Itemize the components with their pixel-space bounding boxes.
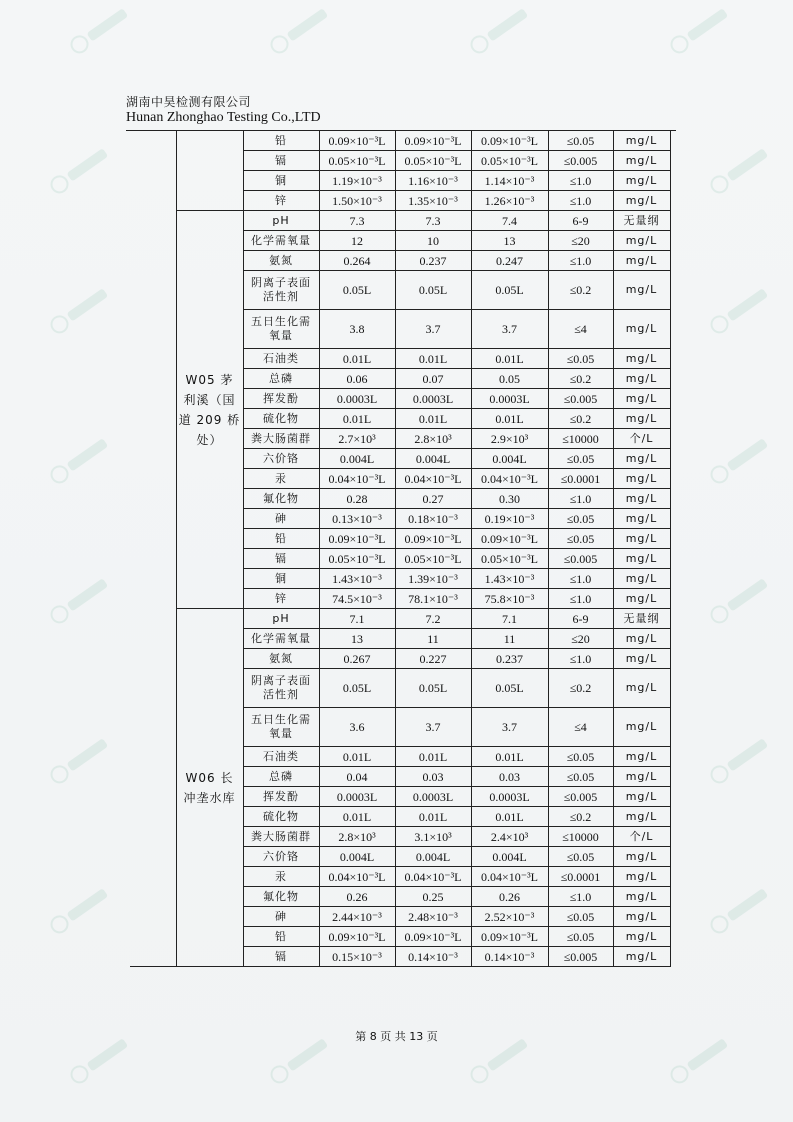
value-cell: 78.1×10⁻³ [395,589,471,609]
site-name-line: W05 茅 [185,372,234,387]
unit-cell: mg/L [613,131,670,151]
value-cell: 0.09×10⁻³L [395,927,471,947]
parameter-cell: 氨氮 [243,649,319,669]
parameter-cell: 挥发酚 [243,389,319,409]
value-cell: 13 [471,231,548,251]
value-cell: 1.35×10⁻³ [395,191,471,211]
watermark-icon [705,881,775,939]
limit-cell: ≤0.05 [548,767,613,787]
watermark-icon [65,1,135,59]
value-cell: 2.52×10⁻³ [471,907,548,927]
value-cell: 0.05×10⁻³L [471,549,548,569]
value-cell: 1.43×10⁻³ [319,569,395,589]
value-cell: 0.01L [471,409,548,429]
value-cell: 0.01L [319,349,395,369]
value-cell: 12 [319,231,395,251]
parameter-cell: 铜 [243,171,319,191]
unit-cell: mg/L [613,927,670,947]
parameter-cell: 六价铬 [243,449,319,469]
parameter-cell: 五日生化需氧量 [243,310,319,349]
limit-cell: ≤20 [548,231,613,251]
value-cell: 7.2 [395,609,471,629]
value-cell: 0.30 [471,489,548,509]
limit-cell: ≤1.0 [548,171,613,191]
limit-cell: ≤10000 [548,827,613,847]
watermark-icon [45,731,115,789]
value-cell: 0.18×10⁻³ [395,509,471,529]
value-cell: 0.0003L [395,787,471,807]
value-cell: 0.04×10⁻³L [471,867,548,887]
page-header [126,94,321,126]
value-cell: 0.28 [319,489,395,509]
parameter-cell: 化学需氧量 [243,231,319,251]
limit-cell: ≤0.2 [548,271,613,310]
unit-cell: mg/L [613,469,670,489]
parameter-cell: 五日生化需氧量 [243,708,319,747]
limit-cell: ≤0.005 [548,549,613,569]
parameter-cell: 汞 [243,469,319,489]
parameter-cell: 汞 [243,867,319,887]
company-name-cn: 湖南中昊检测有限公司 [126,95,252,109]
value-cell: 0.09×10⁻³L [319,131,395,151]
value-cell: 1.50×10⁻³ [319,191,395,211]
unit-cell: mg/L [613,310,670,349]
parameter-cell: pH [243,609,319,629]
value-cell: 0.0003L [471,787,548,807]
value-cell: 0.0003L [319,787,395,807]
value-cell: 0.15×10⁻³ [319,947,395,967]
parameter-cell: 总磷 [243,369,319,389]
limit-cell: 6-9 [548,211,613,231]
value-cell: 0.237 [471,649,548,669]
value-cell: 0.01L [471,747,548,767]
value-cell: 0.004L [395,847,471,867]
site-name-line: 利溪（国 [183,392,236,407]
limit-cell: ≤1.0 [548,489,613,509]
unit-cell: 个/L [613,429,670,449]
value-cell: 7.4 [471,211,548,231]
parameter-cell: 氟化物 [243,887,319,907]
parameter-cell: 铅 [243,529,319,549]
value-cell: 0.267 [319,649,395,669]
value-cell: 0.03 [471,767,548,787]
limit-cell: ≤1.0 [548,589,613,609]
watermark-icon [45,431,115,489]
limit-cell: ≤0.2 [548,669,613,708]
unit-cell: mg/L [613,251,670,271]
parameter-cell: 硫化物 [243,409,319,429]
value-cell: 0.09×10⁻³L [319,529,395,549]
parameter-cell: 阴离子表面活性剂 [243,669,319,708]
value-cell: 0.264 [319,251,395,271]
value-cell: 0.07 [395,369,471,389]
watermark-icon [45,281,115,339]
parameter-cell: 铅 [243,927,319,947]
limit-cell: ≤0.05 [548,131,613,151]
unit-cell: 个/L [613,827,670,847]
unit-cell: 无量纲 [613,211,670,231]
value-cell: 0.227 [395,649,471,669]
watermark-icon [45,141,115,199]
watermark-icon [705,281,775,339]
value-cell: 0.004L [471,449,548,469]
unit-cell: mg/L [613,569,670,589]
site-cell-continued [176,131,243,211]
site-name-cell [176,211,243,609]
limit-cell: ≤0.05 [548,349,613,369]
value-cell: 13 [319,629,395,649]
watermark-icon [705,571,775,629]
value-cell: 0.03 [395,767,471,787]
parameter-cell: 六价铬 [243,847,319,867]
limit-cell: ≤0.005 [548,787,613,807]
blank-cell [130,609,176,967]
unit-cell: mg/L [613,649,670,669]
unit-cell: mg/L [613,191,670,211]
value-cell: 11 [395,629,471,649]
value-cell: 0.01L [395,409,471,429]
limit-cell: ≤20 [548,629,613,649]
parameter-cell: 铜 [243,569,319,589]
watermark-icon [45,881,115,939]
value-cell: 75.8×10⁻³ [471,589,548,609]
unit-cell: mg/L [613,409,670,429]
unit-cell: mg/L [613,807,670,827]
value-cell: 11 [471,629,548,649]
value-cell: 0.05×10⁻³L [395,549,471,569]
limit-cell: ≤0.05 [548,529,613,549]
value-cell: 3.1×10³ [395,827,471,847]
unit-cell: mg/L [613,947,670,967]
unit-cell: mg/L [613,847,670,867]
value-cell: 2.48×10⁻³ [395,907,471,927]
limit-cell: ≤0.005 [548,947,613,967]
unit-cell: mg/L [613,787,670,807]
value-cell: 3.6 [319,708,395,747]
limit-cell: ≤0.2 [548,409,613,429]
value-cell: 10 [395,231,471,251]
limit-cell: ≤0.05 [548,449,613,469]
unit-cell: mg/L [613,489,670,509]
limit-cell: ≤0.05 [548,847,613,867]
value-cell: 0.13×10⁻³ [319,509,395,529]
value-cell: 7.1 [471,609,548,629]
watermark-icon [705,731,775,789]
value-cell: 0.25 [395,887,471,907]
value-cell: 0.09×10⁻³L [471,529,548,549]
value-cell: 0.05L [319,669,395,708]
watermark-icon [705,431,775,489]
parameter-cell: pH [243,211,319,231]
page-footer: 第 8 页 共 13 页 [355,1030,438,1043]
unit-cell: mg/L [613,151,670,171]
table-row [130,609,670,629]
unit-cell: mg/L [613,907,670,927]
parameter-cell: 粪大肠菌群 [243,827,319,847]
limit-cell: ≤0.005 [548,151,613,171]
value-cell: 0.05×10⁻³L [471,151,548,171]
unit-cell: mg/L [613,369,670,389]
value-cell: 1.39×10⁻³ [395,569,471,589]
value-cell: 0.01L [395,747,471,767]
value-cell: 0.27 [395,489,471,509]
unit-cell: mg/L [613,589,670,609]
parameter-cell: 锌 [243,589,319,609]
value-cell: 0.09×10⁻³L [471,131,548,151]
value-cell: 1.14×10⁻³ [471,171,548,191]
limit-cell: ≤0.2 [548,369,613,389]
limit-cell: ≤0.005 [548,389,613,409]
value-cell: 0.09×10⁻³L [471,927,548,947]
parameter-cell: 粪大肠菌群 [243,429,319,449]
value-cell: 0.05L [471,271,548,310]
site-name-cell [176,609,243,967]
unit-cell: mg/L [613,389,670,409]
site-name-line: 处） [196,432,223,447]
watermark-icon [265,1,335,59]
value-cell: 0.05L [471,669,548,708]
value-cell: 0.05 [471,369,548,389]
limit-cell: ≤1.0 [548,569,613,589]
parameter-cell: 镉 [243,947,319,967]
unit-cell: mg/L [613,449,670,469]
value-cell: 0.05×10⁻³L [395,151,471,171]
parameter-cell: 挥发酚 [243,787,319,807]
value-cell: 0.01L [395,807,471,827]
value-cell: 1.19×10⁻³ [319,171,395,191]
value-cell: 0.004L [471,847,548,867]
value-cell: 0.26 [319,887,395,907]
value-cell: 0.004L [395,449,471,469]
value-cell: 0.01L [395,349,471,369]
value-cell: 3.7 [471,310,548,349]
unit-cell: mg/L [613,171,670,191]
unit-cell: mg/L [613,529,670,549]
value-cell: 0.05L [395,271,471,310]
table-row [130,131,670,151]
limit-cell: ≤4 [548,310,613,349]
value-cell: 0.01L [471,807,548,827]
value-cell: 0.04×10⁻³L [395,469,471,489]
value-cell: 74.5×10⁻³ [319,589,395,609]
parameter-cell: 石油类 [243,349,319,369]
water-quality-table [130,130,671,967]
value-cell: 0.04×10⁻³L [319,867,395,887]
value-cell: 0.004L [319,449,395,469]
unit-cell: mg/L [613,231,670,251]
value-cell: 0.09×10⁻³L [395,529,471,549]
parameter-cell: 锌 [243,191,319,211]
unit-cell: mg/L [613,669,670,708]
value-cell: 3.7 [395,310,471,349]
value-cell: 0.0003L [319,389,395,409]
parameter-cell: 硫化物 [243,807,319,827]
parameter-cell: 石油类 [243,747,319,767]
unit-cell: mg/L [613,549,670,569]
site-name-line: W06 长 [185,770,234,785]
parameter-cell: 砷 [243,509,319,529]
limit-cell: ≤10000 [548,429,613,449]
value-cell: 2.8×10³ [395,429,471,449]
site-name-line: 冲垄水库 [183,790,236,805]
value-cell: 0.0003L [395,389,471,409]
value-cell: 0.0003L [471,389,548,409]
unit-cell: mg/L [613,349,670,369]
unit-cell: mg/L [613,747,670,767]
limit-cell: ≤1.0 [548,887,613,907]
value-cell: 2.4×10³ [471,827,548,847]
value-cell: 7.3 [395,211,471,231]
limit-cell: ≤1.0 [548,251,613,271]
watermark-icon [465,1,535,59]
blank-cell [130,211,176,609]
value-cell: 0.14×10⁻³ [395,947,471,967]
value-cell: 0.01L [319,807,395,827]
site-name-line: 道 209 桥 [178,412,241,427]
value-cell: 2.7×10³ [319,429,395,449]
value-cell: 0.04×10⁻³L [471,469,548,489]
value-cell: 1.43×10⁻³ [471,569,548,589]
parameter-cell: 阴离子表面活性剂 [243,271,319,310]
parameter-cell: 氟化物 [243,489,319,509]
value-cell: 3.8 [319,310,395,349]
value-cell: 0.14×10⁻³ [471,947,548,967]
unit-cell: mg/L [613,509,670,529]
limit-cell: 6-9 [548,609,613,629]
limit-cell: ≤4 [548,708,613,747]
blank-cell [130,131,176,211]
value-cell: 1.26×10⁻³ [471,191,548,211]
value-cell: 0.247 [471,251,548,271]
parameter-cell: 镉 [243,151,319,171]
value-cell: 1.16×10⁻³ [395,171,471,191]
value-cell: 0.01L [471,349,548,369]
unit-cell: mg/L [613,708,670,747]
parameter-cell: 总磷 [243,767,319,787]
value-cell: 0.237 [395,251,471,271]
watermark-icon [665,1,735,59]
value-cell: 2.8×10³ [319,827,395,847]
value-cell: 0.04 [319,767,395,787]
watermark-icon [705,141,775,199]
limit-cell: ≤0.0001 [548,867,613,887]
value-cell: 0.04×10⁻³L [395,867,471,887]
value-cell: 3.7 [471,708,548,747]
watermark-icon [45,571,115,629]
unit-cell: mg/L [613,271,670,310]
parameter-cell: 氨氮 [243,251,319,271]
value-cell: 0.05×10⁻³L [319,151,395,171]
limit-cell: ≤0.0001 [548,469,613,489]
limit-cell: ≤0.2 [548,807,613,827]
value-cell: 0.05L [395,669,471,708]
parameter-cell: 铅 [243,131,319,151]
value-cell: 0.04×10⁻³L [319,469,395,489]
value-cell: 0.26 [471,887,548,907]
limit-cell: ≤1.0 [548,191,613,211]
unit-cell: 无量纲 [613,609,670,629]
parameter-cell: 化学需氧量 [243,629,319,649]
parameter-cell: 砷 [243,907,319,927]
limit-cell: ≤0.05 [548,747,613,767]
value-cell: 0.09×10⁻³L [319,927,395,947]
value-cell: 0.01L [319,747,395,767]
value-cell: 0.09×10⁻³L [395,131,471,151]
table-row [130,211,670,231]
value-cell: 3.7 [395,708,471,747]
value-cell: 7.3 [319,211,395,231]
parameter-cell: 镉 [243,549,319,569]
unit-cell: mg/L [613,867,670,887]
limit-cell: ≤0.05 [548,509,613,529]
value-cell: 0.05×10⁻³L [319,549,395,569]
value-cell: 7.1 [319,609,395,629]
value-cell: 0.004L [319,847,395,867]
limit-cell: ≤0.05 [548,927,613,947]
value-cell: 0.01L [319,409,395,429]
value-cell: 2.9×10³ [471,429,548,449]
value-cell: 0.19×10⁻³ [471,509,548,529]
value-cell: 0.06 [319,369,395,389]
unit-cell: mg/L [613,887,670,907]
value-cell: 0.05L [319,271,395,310]
company-name-en: Hunan Zhonghao Testing Co.,LTD [126,110,321,125]
unit-cell: mg/L [613,767,670,787]
table-body [130,131,670,967]
value-cell: 2.44×10⁻³ [319,907,395,927]
limit-cell: ≤0.05 [548,907,613,927]
unit-cell: mg/L [613,629,670,649]
limit-cell: ≤1.0 [548,649,613,669]
